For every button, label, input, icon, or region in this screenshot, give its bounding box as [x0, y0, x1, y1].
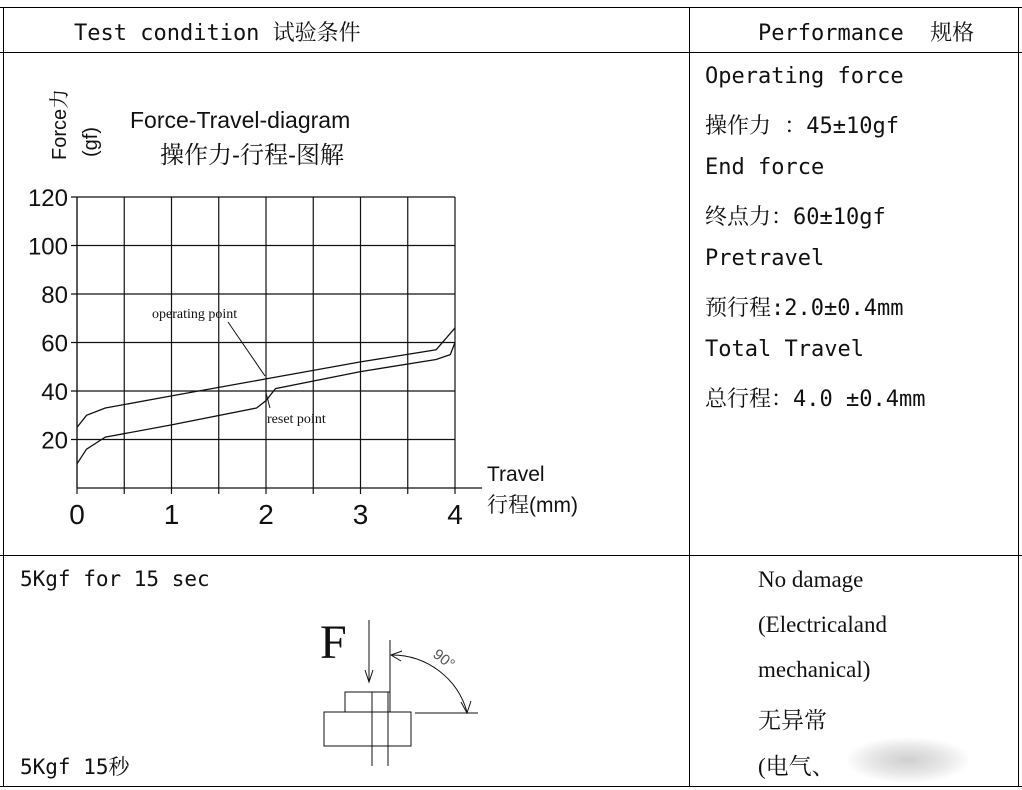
grid [71, 197, 482, 494]
y-tick-label: 80 [41, 282, 68, 309]
spec-pretravel-value: 预行程:2.0±0.4mm [705, 296, 904, 321]
angle-arc [392, 655, 467, 712]
x-axis-label-travel: Travel [487, 463, 545, 486]
switch-body [324, 712, 411, 746]
load-condition-cn: 5Kgf 15秒 [20, 755, 130, 779]
spec-pretravel: Pretravel [705, 246, 825, 271]
y-tick-label: 40 [41, 379, 68, 406]
spec-operating-force: Operating force [705, 64, 904, 89]
angle-arc-head-top [391, 651, 402, 661]
x-tick-label: 1 [163, 499, 180, 530]
result-electrical: (Electricaland [758, 612, 887, 637]
operating-point-label: operating point [152, 307, 238, 322]
diagram-title-cn: 操作力-行程-图解 [160, 142, 344, 169]
y-tick-label: 60 [41, 330, 68, 358]
y-tick-label: 120 [27, 185, 68, 212]
x-tick-label: 0 [69, 499, 85, 530]
row2-bottom-border [0, 786, 1022, 787]
result-no-damage: No damage [758, 567, 864, 592]
angle-arc-head-bottom [461, 701, 471, 713]
force-travel-diagram [0, 53, 689, 556]
x-axis-label-unit: 行程(mm) [487, 494, 578, 517]
header-performance: Performance 规格 [758, 21, 975, 46]
spec-operating-force-value: 操作力 ：45±10gf [705, 114, 899, 139]
spec-end-force-value: 终点力：60±10gf [705, 205, 886, 230]
result-cn-no-damage: 无异常 [758, 708, 827, 733]
y-axis-label-force: Force力 [49, 88, 71, 160]
plunger [345, 692, 390, 712]
load-condition-en: 5Kgf for 15 sec [20, 567, 210, 591]
diagram-title-en: Force-Travel-diagram [130, 107, 351, 133]
operating-point-leader [228, 322, 265, 376]
spec-total-travel-value: 总行程：4.0 ±0.4mm [705, 387, 926, 412]
spec-end-force: End force [705, 155, 825, 180]
spec-total-travel: Total Travel [705, 337, 864, 362]
header-test-condition: Test condition 试验条件 [74, 21, 361, 46]
column-divider [689, 7, 690, 787]
result-cn-electrical: (电气、 [758, 754, 835, 779]
tick-labels [28, 185, 463, 530]
result-mechanical: mechanical) [758, 657, 871, 682]
load-test-figure [310, 610, 510, 770]
force-label: F [320, 616, 347, 669]
right-border [1018, 7, 1019, 787]
x-tick-label: 4 [447, 499, 463, 530]
obscured-region [848, 738, 968, 782]
y-tick-label: 100 [27, 233, 68, 261]
x-tick-label: 2 [258, 499, 274, 530]
angle-label: 90° [429, 645, 458, 674]
reset-point-label: reset point [267, 412, 326, 427]
table-top-border [0, 7, 1022, 8]
y-tick-label: 20 [41, 427, 68, 455]
x-tick-label: 3 [352, 499, 369, 530]
y-axis-label-unit: (gf) [80, 127, 102, 157]
